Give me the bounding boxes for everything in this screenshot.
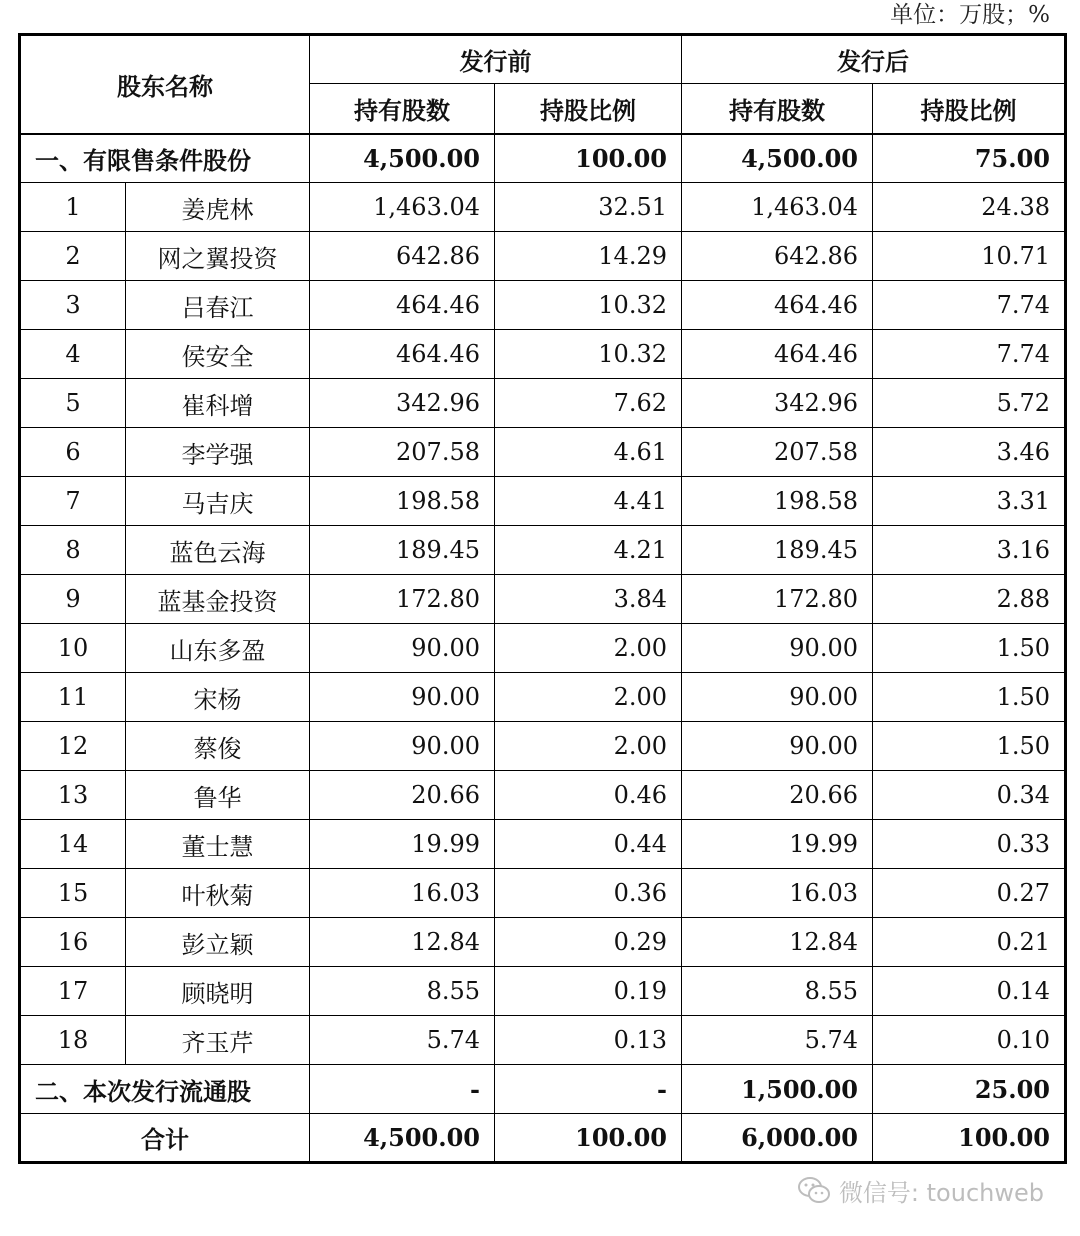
after-shares: 90.00 (682, 673, 873, 722)
header-before-issue: 发行前 (310, 35, 682, 84)
after-shares: 207.58 (682, 428, 873, 477)
row-number: 3 (20, 281, 126, 330)
shareholder-name: 蓝基金投资 (126, 575, 310, 624)
after-ratio: 3.46 (873, 428, 1066, 477)
before-ratio: 2.00 (495, 624, 682, 673)
before-shares: 464.46 (310, 281, 495, 330)
after-shares: 464.46 (682, 281, 873, 330)
after-ratio: 10.71 (873, 232, 1066, 281)
before-ratio: 2.00 (495, 673, 682, 722)
before-shares: 172.80 (310, 575, 495, 624)
row-number: 13 (20, 771, 126, 820)
after-ratio: 0.21 (873, 918, 1066, 967)
after-shares: 90.00 (682, 722, 873, 771)
row-number: 2 (20, 232, 126, 281)
header-after-shares: 持有股数 (682, 84, 873, 134)
table-row (20, 232, 1066, 281)
before-shares: 20.66 (310, 771, 495, 820)
after-ratio: 1.50 (873, 673, 1066, 722)
shareholder-name: 崔科增 (126, 379, 310, 428)
before-ratio: 0.46 (495, 771, 682, 820)
after-ratio: 0.10 (873, 1016, 1066, 1065)
row-number: 9 (20, 575, 126, 624)
table-row (20, 330, 1066, 379)
shareholder-name: 侯安全 (126, 330, 310, 379)
after-ratio: 3.31 (873, 477, 1066, 526)
shareholder-name: 李学强 (126, 428, 310, 477)
after-shares: 172.80 (682, 575, 873, 624)
shareholder-table (18, 33, 1067, 1164)
table-row (20, 477, 1066, 526)
before-shares: 90.00 (310, 722, 495, 771)
before-ratio: 4.61 (495, 428, 682, 477)
restricted-before-ratio: 100.00 (495, 134, 682, 183)
after-ratio: 24.38 (873, 183, 1066, 232)
before-ratio: 0.13 (495, 1016, 682, 1065)
row-number: 12 (20, 722, 126, 771)
before-shares: 464.46 (310, 330, 495, 379)
after-shares: 189.45 (682, 526, 873, 575)
circulating-before-shares: - (310, 1065, 495, 1114)
restricted-before-shares: 4,500.00 (310, 134, 495, 183)
table-row (20, 526, 1066, 575)
before-ratio: 0.44 (495, 820, 682, 869)
row-number: 4 (20, 330, 126, 379)
circulating-after-shares: 1,500.00 (682, 1065, 873, 1114)
before-shares: 5.74 (310, 1016, 495, 1065)
after-shares: 16.03 (682, 869, 873, 918)
restricted-label: 一、有限售条件股份 (20, 134, 310, 183)
restricted-after-shares: 4,500.00 (682, 134, 873, 183)
before-shares: 12.84 (310, 918, 495, 967)
row-number: 8 (20, 526, 126, 575)
after-shares: 5.74 (682, 1016, 873, 1065)
before-shares: 19.99 (310, 820, 495, 869)
table-row (20, 183, 1066, 232)
before-ratio: 0.29 (495, 918, 682, 967)
shareholder-name: 吕春江 (126, 281, 310, 330)
after-shares: 8.55 (682, 967, 873, 1016)
header-row-1 (20, 35, 1066, 84)
before-ratio: 2.00 (495, 722, 682, 771)
after-shares: 342.96 (682, 379, 873, 428)
before-shares: 207.58 (310, 428, 495, 477)
circulating-before-ratio: - (495, 1065, 682, 1114)
before-shares: 189.45 (310, 526, 495, 575)
table-row (20, 869, 1066, 918)
after-shares: 464.46 (682, 330, 873, 379)
after-ratio: 7.74 (873, 330, 1066, 379)
restricted-after-ratio: 75.00 (873, 134, 1066, 183)
after-shares: 12.84 (682, 918, 873, 967)
after-ratio: 1.50 (873, 722, 1066, 771)
before-ratio: 10.32 (495, 330, 682, 379)
row-number: 7 (20, 477, 126, 526)
table-row (20, 281, 1066, 330)
after-shares: 198.58 (682, 477, 873, 526)
table-row (20, 1016, 1066, 1065)
unit-label: 单位：万股；% (890, 2, 1050, 28)
before-ratio: 4.41 (495, 477, 682, 526)
after-shares: 20.66 (682, 771, 873, 820)
header-after-ratio: 持股比例 (873, 84, 1066, 134)
table-row (20, 820, 1066, 869)
before-shares: 1,463.04 (310, 183, 495, 232)
after-ratio: 5.72 (873, 379, 1066, 428)
wechat-icon (797, 1175, 831, 1205)
before-shares: 90.00 (310, 673, 495, 722)
row-number: 10 (20, 624, 126, 673)
before-shares: 342.96 (310, 379, 495, 428)
header-before-ratio: 持股比例 (495, 84, 682, 134)
total-after-shares: 6,000.00 (682, 1114, 873, 1163)
before-ratio: 4.21 (495, 526, 682, 575)
shareholder-name: 叶秋菊 (126, 869, 310, 918)
after-shares: 19.99 (682, 820, 873, 869)
restricted-shares-row (20, 134, 1066, 183)
row-number: 17 (20, 967, 126, 1016)
shareholder-name: 鲁华 (126, 771, 310, 820)
before-shares: 16.03 (310, 869, 495, 918)
row-number: 16 (20, 918, 126, 967)
before-ratio: 0.36 (495, 869, 682, 918)
circulating-shares-row (20, 1065, 1066, 1114)
circulating-after-ratio: 25.00 (873, 1065, 1066, 1114)
before-ratio: 32.51 (495, 183, 682, 232)
before-ratio: 3.84 (495, 575, 682, 624)
row-number: 5 (20, 379, 126, 428)
shareholder-name: 董士慧 (126, 820, 310, 869)
before-ratio: 14.29 (495, 232, 682, 281)
shareholder-name: 齐玉芹 (126, 1016, 310, 1065)
before-shares: 90.00 (310, 624, 495, 673)
total-before-ratio: 100.00 (495, 1114, 682, 1163)
after-ratio: 2.88 (873, 575, 1066, 624)
table-row (20, 673, 1066, 722)
shareholder-name: 彭立颖 (126, 918, 310, 967)
row-number: 15 (20, 869, 126, 918)
before-shares: 642.86 (310, 232, 495, 281)
shareholder-name: 蓝色云海 (126, 526, 310, 575)
shareholder-name: 顾晓明 (126, 967, 310, 1016)
shareholder-name: 姜虎林 (126, 183, 310, 232)
header-after-issue: 发行后 (682, 35, 1066, 84)
after-shares: 1,463.04 (682, 183, 873, 232)
header-before-shares: 持有股数 (310, 84, 495, 134)
shareholder-name: 山东多盈 (126, 624, 310, 673)
before-ratio: 10.32 (495, 281, 682, 330)
table-row (20, 624, 1066, 673)
total-before-shares: 4,500.00 (310, 1114, 495, 1163)
after-ratio: 1.50 (873, 624, 1066, 673)
shareholder-name: 网之翼投资 (126, 232, 310, 281)
table-row (20, 379, 1066, 428)
table-row (20, 428, 1066, 477)
after-ratio: 0.34 (873, 771, 1066, 820)
total-row (20, 1114, 1066, 1163)
header-shareholder-name: 股东名称 (20, 35, 310, 134)
total-label: 合计 (20, 1114, 310, 1163)
table-row (20, 771, 1066, 820)
after-ratio: 0.33 (873, 820, 1066, 869)
circulating-label: 二、本次发行流通股 (20, 1065, 310, 1114)
after-ratio: 0.27 (873, 869, 1066, 918)
table-row (20, 575, 1066, 624)
row-number: 6 (20, 428, 126, 477)
after-shares: 90.00 (682, 624, 873, 673)
before-shares: 8.55 (310, 967, 495, 1016)
row-number: 1 (20, 183, 126, 232)
after-ratio: 7.74 (873, 281, 1066, 330)
after-shares: 642.86 (682, 232, 873, 281)
row-number: 14 (20, 820, 126, 869)
table-row (20, 967, 1066, 1016)
total-after-ratio: 100.00 (873, 1114, 1066, 1163)
shareholder-name: 蔡俊 (126, 722, 310, 771)
row-number: 11 (20, 673, 126, 722)
after-ratio: 0.14 (873, 967, 1066, 1016)
after-ratio: 3.16 (873, 526, 1066, 575)
shareholder-name: 宋杨 (126, 673, 310, 722)
watermark-text: 微信号: touchweb (838, 1178, 1044, 1207)
watermark (797, 1172, 1044, 1208)
before-shares: 198.58 (310, 477, 495, 526)
row-number: 18 (20, 1016, 126, 1065)
table-row (20, 918, 1066, 967)
before-ratio: 0.19 (495, 967, 682, 1016)
before-ratio: 7.62 (495, 379, 682, 428)
table-row (20, 722, 1066, 771)
shareholder-name: 马吉庆 (126, 477, 310, 526)
